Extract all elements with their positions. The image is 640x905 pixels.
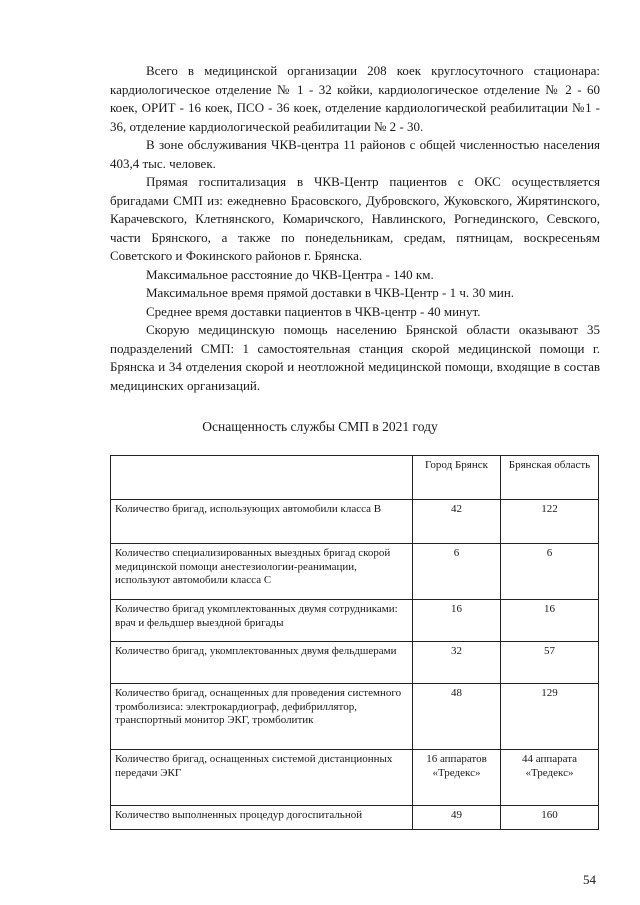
region-value: 57 [501,642,599,684]
city-value: 6 [413,544,501,600]
paragraph-avg-time: Среднее время доставки пациентов в ЧКВ-центр - 40 минут. [146,303,481,319]
region-value: 122 [501,500,599,544]
paragraph-max-distance: Максимальное расстояние до ЧКВ-Центра - 140 км. [146,266,434,282]
equipment-table [110,455,599,830]
row-label: Количество выполненных процедур догоспитальной [111,806,413,830]
paragraph-service-zone: В зоне обслуживания ЧКВ-центра 11 районов с общей численностью населения 403,4 тыс. человек. [110,137,600,171]
city-value: 49 [413,806,501,830]
table-row [111,600,599,642]
paragraph-beds: Всего в медицинской организации 208 коек круглосуточного стационара: кардиологическое отделение № 1 - 32 койки, кардиологическое отделение № 2 - 60 коек, ОРИТ - 16 коек, ПСО - 36 коек, отделение кардиологической реабилитации №1 - 36, отделение кардиологической реабилитации № 2 - 30. [110,63,600,134]
row-label: Количество бригад, использующих автомобили класса В [111,500,413,544]
row-label: Количество бригад, оснащенных системой дистанционных передачи ЭКГ [111,750,413,806]
row-label: Количество специализированных выездных бригад скорой медицинской помощи анестезиологии-реанимации, используют автомобили класса С [111,544,413,600]
city-value: 16 [413,600,501,642]
region-value: 160 [501,806,599,830]
city-value: 42 [413,500,501,544]
page-number: 54 [583,872,596,887]
paragraph-emergency-care: Скорую медицинскую помощь населению Брянской области оказывают 35 подразделений СМП: 1 самостоятельная станция скорой медицинской помощи г. Брянска и 34 отделения скорой и неотложной медицинской помощи, входящие в состав медицинских организаций. [110,322,600,393]
table-row [111,750,599,806]
table-caption: Оснащенность службы СМП в 2021 году [202,419,438,434]
city-value: 16 аппаратов «Тредекс» [413,750,501,806]
city-value: 32 [413,642,501,684]
table-row [111,684,599,750]
table-row [111,806,599,830]
region-value: 129 [501,684,599,750]
city-value: 48 [413,684,501,750]
region-value: 16 [501,600,599,642]
table-header-row [111,456,599,500]
region-value: 44 аппарата «Тредекс» [501,750,599,806]
paragraph-max-time: Максимальное время прямой доставки в ЧКВ-Центр - 1 ч. 30 мин. [146,285,515,300]
table-row [111,500,599,544]
table-row [111,642,599,684]
header-region: Брянская область [501,456,599,500]
region-value: 6 [501,544,599,600]
paragraph-hospitalization: Прямая госпитализация в ЧКВ-Центр пациентов с ОКС осуществляется бригадами СМП из: ежедневно Брасовского, Дубровского, Жуковского, Жирятинского, Карачевского, Клетнянского, Комаричского, Навлинского, Рогнединского, Севского, части Брянского, а также по понедельникам, средам, пятницам, воскресеньям Советского и Фокинского районов г. Брянска. [110,174,600,263]
header-city: Город Брянск [413,456,501,500]
row-label: Количество бригад укомплектованных двумя сотрудниками: врач и фельдшер выездной бригады [111,600,413,642]
header-empty [111,456,413,500]
row-label: Количество бригад, оснащенных для проведения системного тромболизиса: электрокардиограф, дефибриллятор, транспортный монитор ЭКГ, тромболитик [111,684,413,750]
row-label: Количество бригад, укомплектованных двумя фельдшерами [111,642,413,684]
body-text [110,62,600,395]
table-row [111,544,599,600]
